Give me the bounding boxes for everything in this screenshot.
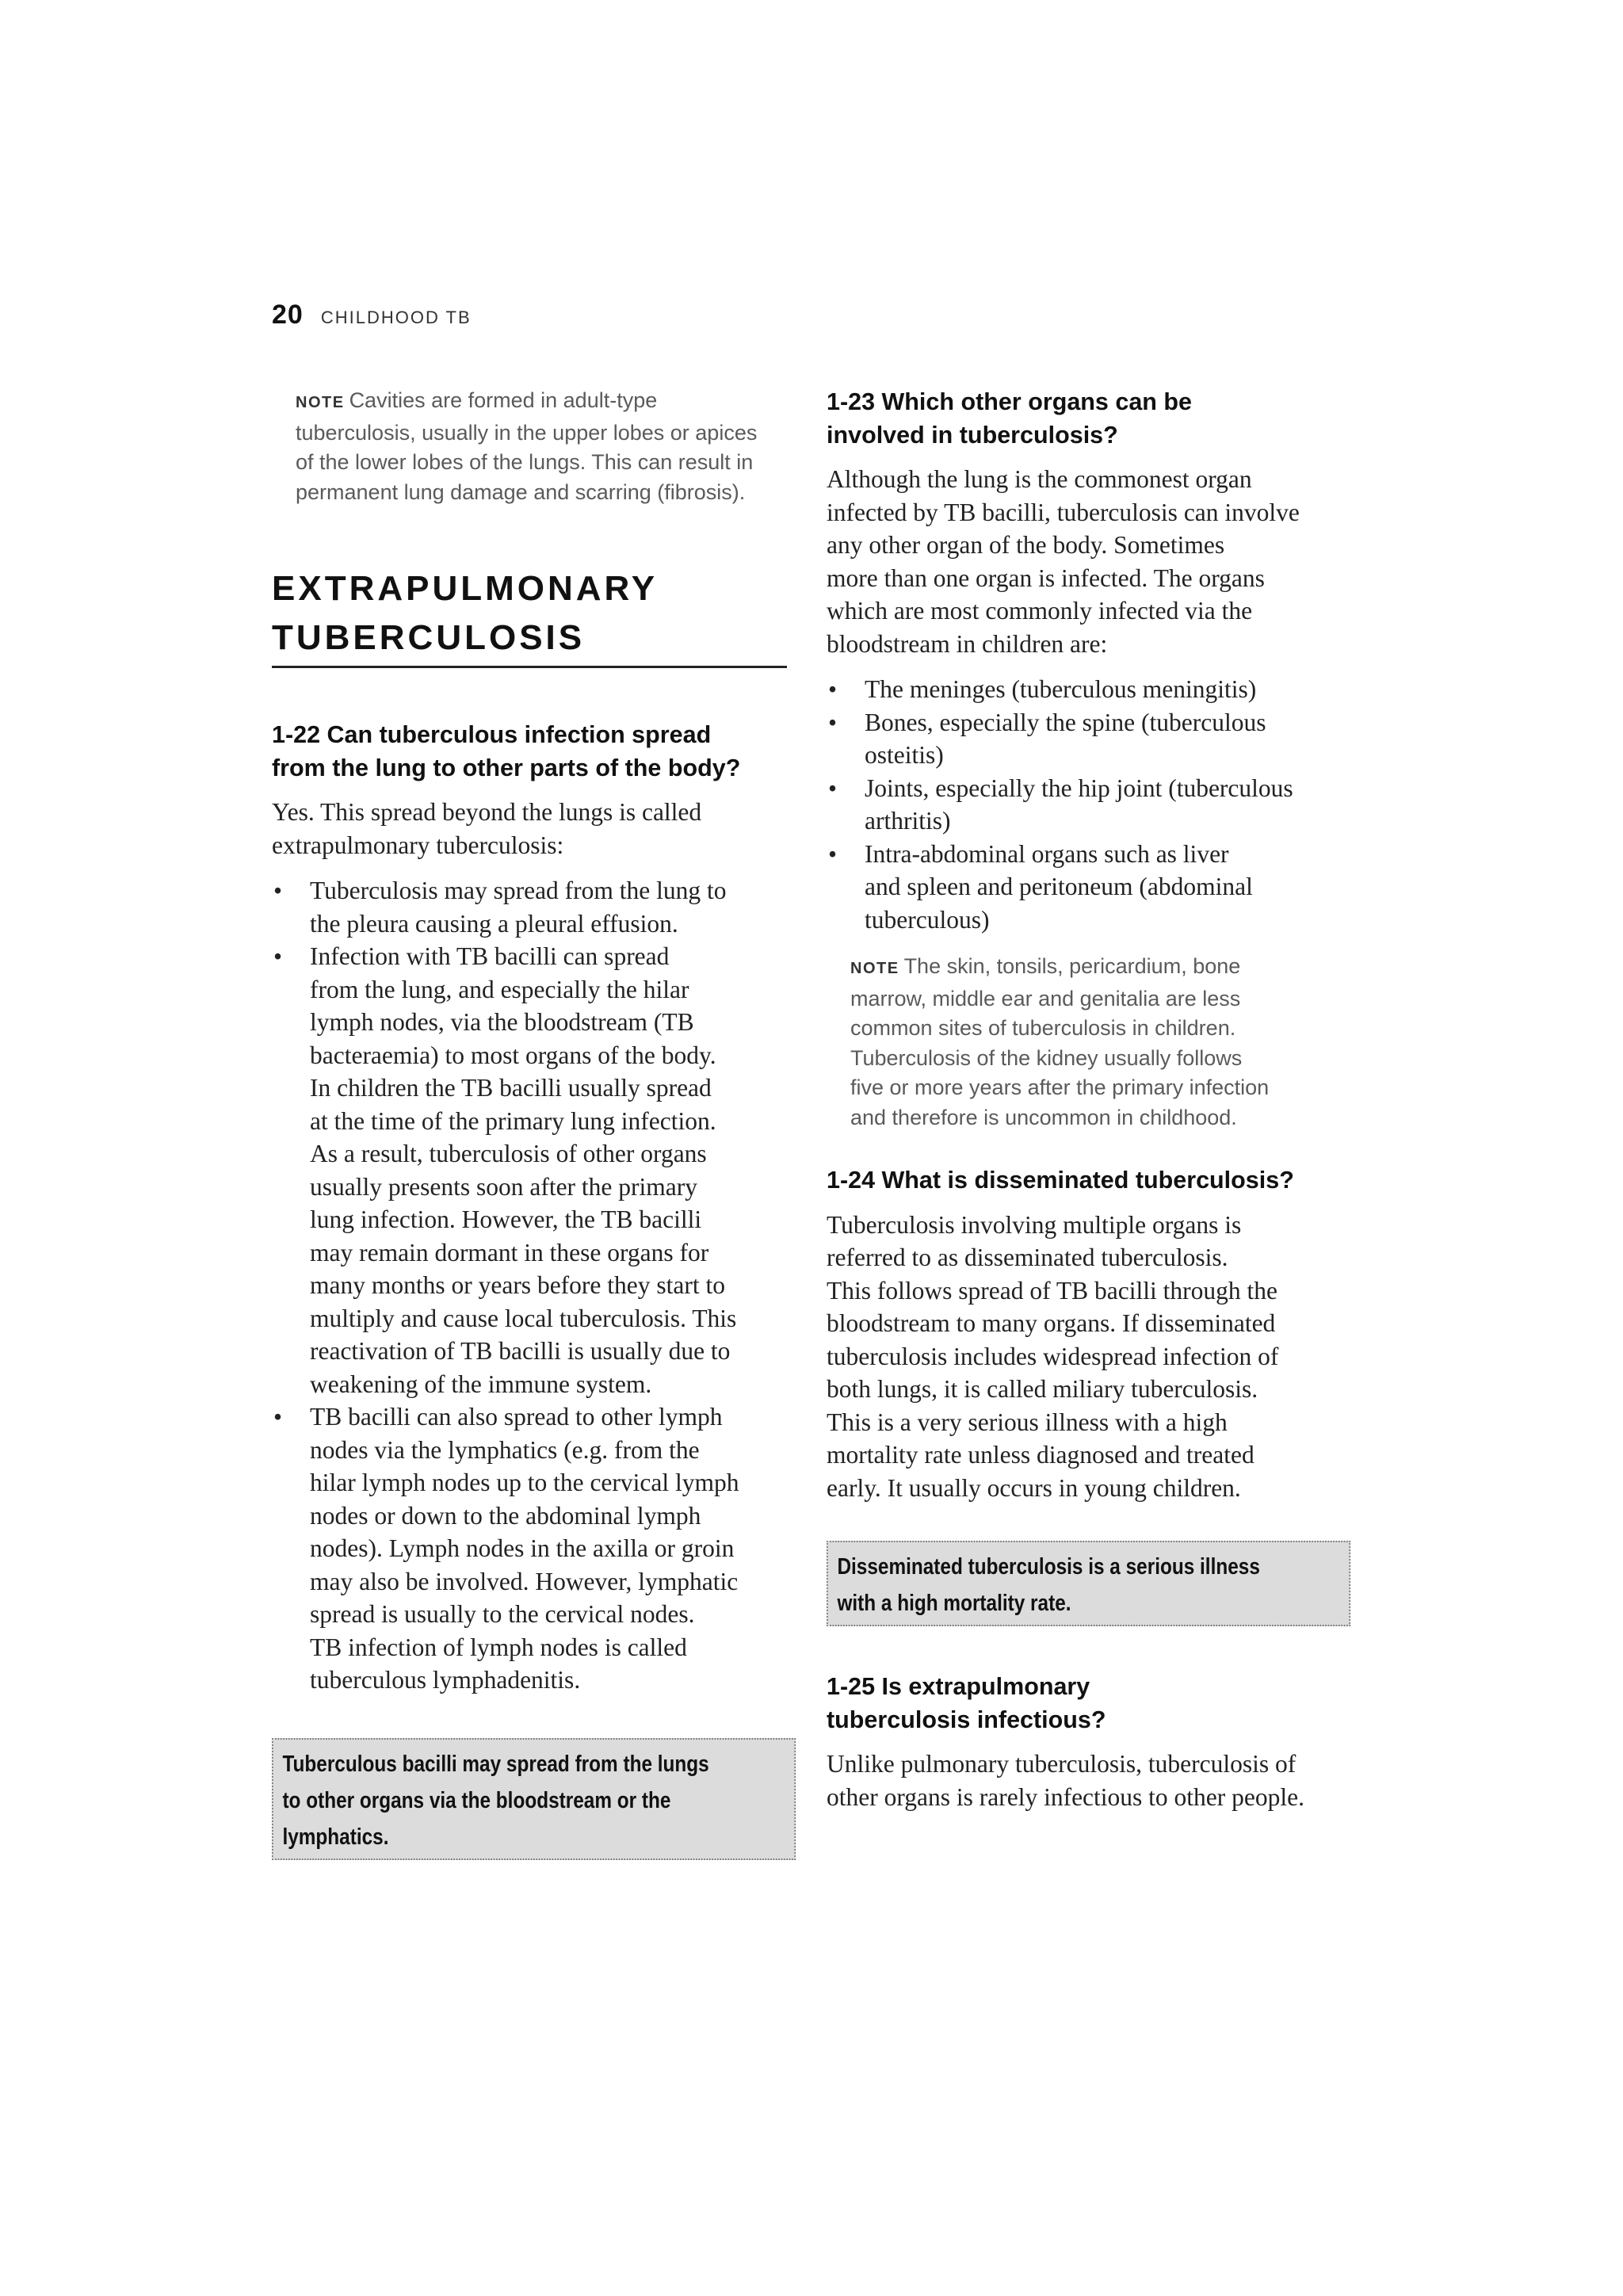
para-line: more than one organ is infected. The organs: [827, 563, 1265, 592]
note-line: common sites of tuberculosis in children.: [850, 1016, 1236, 1040]
bullet-item: [827, 673, 1342, 706]
bullet-line: usually presents soon after the primary: [310, 1172, 697, 1201]
para-line: bloodstream to many organs. If disseminated: [827, 1309, 1276, 1337]
bullet-line: the pleura causing a pleural effusion.: [310, 909, 678, 938]
heading-line: 1-22 Can tuberculous infection spread: [272, 721, 712, 748]
bullet-line: nodes or down to the abdominal lymph: [310, 1501, 701, 1530]
page-number: 20: [272, 300, 304, 330]
callout-line: to other organs via the bloodstream or the: [282, 1787, 671, 1813]
question-1-22-heading: [272, 719, 787, 785]
bullet-item: [272, 940, 787, 1400]
bullet-line: As a result, tuberculosis of other organs: [310, 1140, 707, 1167]
para-line: referred to as disseminated tuberculosis.: [827, 1244, 1228, 1271]
bullet-line: tuberculous lymphadenitis.: [310, 1666, 581, 1694]
heading-line: 1-24 What is disseminated tuberculosis?: [827, 1167, 1294, 1194]
bullet-item: [272, 874, 787, 940]
heading-line: 1-25 Is extrapulmonary: [827, 1673, 1090, 1700]
note-cavities: [296, 386, 787, 507]
callout-disseminated-box: [827, 1541, 1350, 1626]
bullet-line: spread is usually to the cervical nodes.: [310, 1600, 695, 1628]
note-line: Cavities are formed in adult-type: [349, 388, 658, 412]
heading-line: involved in tuberculosis?: [827, 421, 1118, 449]
bullet-line: Intra-abdominal organs such as liver: [865, 839, 1229, 868]
bullet-line: may remain dormant in these organs for: [310, 1238, 709, 1266]
bullet-item: [827, 706, 1342, 772]
bullet-line: lung infection. However, the TB bacilli: [310, 1205, 702, 1233]
section-title: [272, 564, 787, 668]
para-line: Although the lung is the commonest organ: [827, 465, 1252, 493]
organs-bullet-list: [827, 673, 1342, 936]
bullet-line: weakening of the immune system.: [310, 1370, 652, 1398]
bullet-line: reactivation of TB bacilli is usually due to: [310, 1337, 731, 1365]
para-line: other organs is rarely infectious to other people.: [827, 1782, 1304, 1811]
section-title-line: TUBERCULOSIS: [272, 618, 586, 657]
bullet-item: [272, 1400, 787, 1697]
para-line: early. It usually occurs in young children.: [827, 1473, 1241, 1502]
para-line: This is a very serious illness with a high: [827, 1408, 1228, 1436]
left-column: [272, 386, 787, 1860]
note-label: NOTE: [296, 394, 345, 411]
bullet-line: Infection with TB bacilli can spread: [310, 942, 670, 970]
question-1-25-heading: [827, 1671, 1342, 1736]
para-line: infected by TB bacilli, tuberculosis can involve: [827, 498, 1300, 526]
bullet-item: [827, 838, 1342, 937]
note-line: The skin, tonsils, pericardium, bone: [903, 954, 1241, 978]
bullet-line: at the time of the primary lung infection.: [310, 1106, 716, 1135]
spread-bullet-list: [272, 874, 787, 1697]
page-header: [272, 300, 472, 330]
right-column: [827, 386, 1342, 1813]
note-line: and therefore is uncommon in childhood.: [850, 1105, 1237, 1129]
para-line: tuberculosis includes widespread infection of: [827, 1342, 1279, 1370]
heading-line: tuberculosis infectious?: [827, 1706, 1106, 1733]
para-line: mortality rate unless diagnosed and treated: [827, 1441, 1254, 1469]
para-line: any other organ of the body. Sometimes: [827, 531, 1225, 559]
question-1-23-para: [827, 463, 1342, 660]
bullet-line: Tuberculosis may spread from the lung to: [310, 877, 727, 904]
note-line: marrow, middle ear and genitalia are less: [850, 986, 1241, 1010]
heading-line: from the lung to other parts of the body?: [272, 754, 741, 781]
para-line: Tuberculosis involving multiple organs is: [827, 1210, 1242, 1239]
bullet-line: lymph nodes, via the bloodstream (TB: [310, 1008, 694, 1036]
para-line: bloodstream in children are:: [827, 629, 1108, 658]
para-line: which are most commonly infected via the: [827, 597, 1253, 625]
bullet-line: In children the TB bacilli usually spread: [310, 1074, 712, 1102]
bullet-line: multiply and cause local tuberculosis. This: [310, 1304, 737, 1332]
callout-line: Disseminated tuberculosis is a serious illness: [837, 1554, 1260, 1580]
note-line: tuberculosis, usually in the upper lobes or apices: [296, 420, 758, 445]
bullet-line: from the lung, and especially the hilar: [310, 975, 689, 1003]
question-1-24-heading: [827, 1164, 1342, 1198]
bullet-line: hilar lymph nodes up to the cervical lymph: [310, 1469, 739, 1496]
note-line: of the lower lobes of the lungs. This can result in: [296, 450, 754, 474]
note-line: five or more years after the primary infection: [850, 1075, 1270, 1099]
para-line: Yes. This spread beyond the lungs is called: [272, 798, 702, 826]
bullet-line: tuberculous): [865, 905, 990, 934]
para-line: This follows spread of TB bacilli through the: [827, 1276, 1277, 1305]
question-1-25-para: [827, 1748, 1342, 1813]
bullet-line: osteitis): [865, 741, 944, 769]
para-line: extrapulmonary tuberculosis:: [272, 831, 564, 859]
bullet-line: nodes). Lymph nodes in the axilla or groin: [310, 1534, 735, 1562]
callout-line: lymphatics.: [282, 1824, 389, 1850]
question-1-24-para: [827, 1209, 1342, 1505]
para-line: both lungs, it is called miliary tuberculosis.: [827, 1375, 1258, 1403]
note-line: permanent lung damage and scarring (fibrosis).: [296, 479, 746, 504]
question-1-22-intro: [272, 796, 787, 861]
note-line: Tuberculosis of the kidney usually follows: [850, 1045, 1243, 1070]
bullet-line: and spleen and peritoneum (abdominal: [865, 873, 1253, 900]
note-label: NOTE: [850, 960, 899, 977]
bullet-line: TB bacilli can also spread to other lymph: [310, 1403, 723, 1431]
question-1-23-heading: [827, 386, 1342, 452]
bullet-line: TB infection of lymph nodes is called: [310, 1633, 687, 1661]
bullet-line: may also be involved. However, lymphatic: [310, 1567, 739, 1595]
heading-line: 1-23 Which other organs can be: [827, 388, 1192, 415]
running-head: CHILDHOOD TB: [320, 308, 472, 327]
bullet-line: arthritis): [865, 807, 951, 835]
bullet-line: bacteraemia) to most organs of the body.: [310, 1041, 716, 1069]
bullet-line: The meninges (tuberculous meningitis): [865, 675, 1257, 703]
bullet-line: many months or years before they start to: [310, 1271, 725, 1299]
bullet-line: Joints, especially the hip joint (tuberculous: [865, 774, 1293, 802]
note-other-sites: [850, 952, 1342, 1133]
callout-spread-box: [272, 1738, 796, 1860]
bullet-line: nodes via the lymphatics (e.g. from the: [310, 1435, 700, 1464]
para-line: Unlike pulmonary tuberculosis, tuberculosis of: [827, 1750, 1296, 1778]
callout-line: Tuberculous bacilli may spread from the lungs: [282, 1751, 709, 1777]
bullet-line: Bones, especially the spine (tuberculous: [865, 708, 1266, 736]
bullet-item: [827, 772, 1342, 838]
section-title-line: EXTRAPULMONARY: [272, 569, 659, 608]
callout-line: with a high mortality rate.: [837, 1591, 1071, 1616]
